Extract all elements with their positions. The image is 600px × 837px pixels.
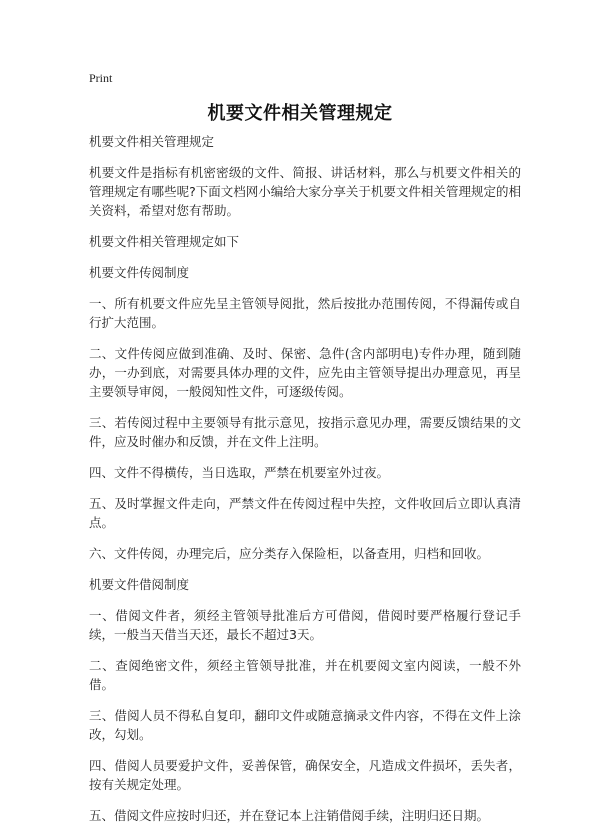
paragraph-section-lead: 机要文件相关管理规定如下 (89, 234, 240, 249)
paragraph: 五、及时掌握文件走向，严禁文件在传阅过程中失控，文件收回后立即认真清点。 (89, 496, 521, 530)
paragraph: 五、借阅文件应按时归还，并在登记本上注销借阅手续，注明归还日期。 (89, 808, 490, 823)
paragraph-subtitle: 机要文件相关管理规定 (89, 134, 215, 149)
paragraph: 四、文件不得横传，当日选取，严禁在机要室外过夜。 (89, 465, 390, 480)
section-heading-borrowing: 机要文件借阅制度 (89, 577, 190, 592)
print-label: Print (89, 71, 113, 85)
paragraph: 六、文件传阅，办理完后，应分类存入保险柜，以备查用，归档和回收。 (89, 546, 490, 561)
paragraph: 四、借阅人员要爱护文件，妥善保管，确保安全，凡造成文件损坏，丢失者，按有关规定处理。 (89, 758, 521, 792)
section-heading-circulation: 机要文件传阅制度 (89, 265, 190, 280)
document-body (89, 132, 521, 837)
paragraph: 二、查阅绝密文件，须经主管领导批准，并在机要阅文室内阅读，一般不外借。 (89, 658, 521, 692)
paragraph: 三、若传阅过程中主要领导有批示意见，按指示意见办理，需要反馈结果的文件，应及时催办和反馈，并在文件上注明。 (89, 415, 521, 449)
paragraph-intro: 机要文件是指标有机密密级的文件、简报、讲话材料，那么与机要文件相关的管理规定有哪些呢?下面文档网小编给大家分享关于机要文件相关管理规定的相关资料，希望对您有帮助。 (89, 165, 521, 218)
paragraph: 一、所有机要文件应先呈主管领导阅批，然后按批办范围传阅，不得漏传或自行扩大范围。 (89, 296, 521, 330)
page-title: 机要文件相关管理规定 (207, 103, 393, 124)
paragraph: 二、文件传阅应做到准确、及时、保密、急件(含内部明电)专件办理，随到随办，一办到底，对需要具体办理的文件，应先由主管领导提出办理意见，再呈主要领导审阅，一般阅知性文件，可逐级传阅。 (89, 346, 521, 399)
paragraph: 一、借阅文件者，须经主管领导批准后方可借阅，借阅时要严格履行登记手续，一般当天借当天还，最长不超过3天。 (89, 608, 521, 642)
paragraph: 三、借阅人员不得私自复印，翻印文件或随意摘录文件内容，不得在文件上涂改，勾划。 (89, 708, 521, 742)
